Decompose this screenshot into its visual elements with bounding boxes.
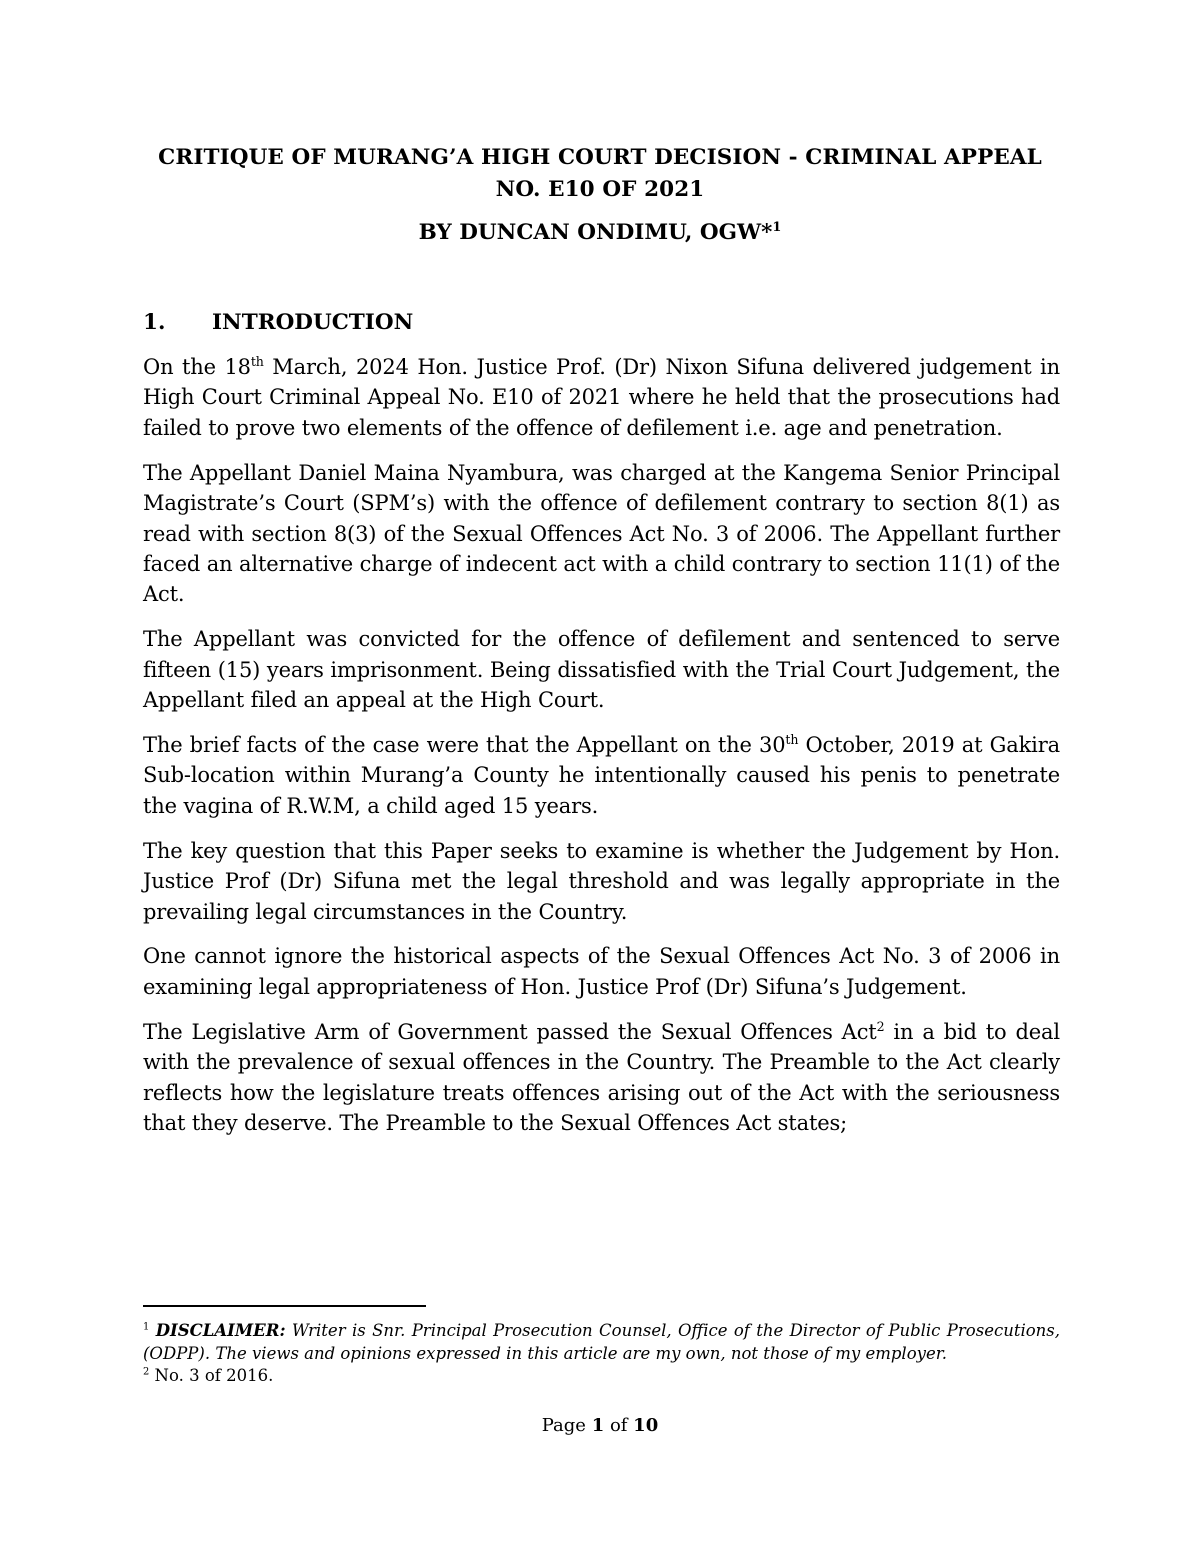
total-pages: 10 xyxy=(633,1415,659,1436)
page-number-footer: Page 1 of 10 xyxy=(541,1415,659,1436)
title-line-2: NO. E10 OF 2021 xyxy=(495,177,705,202)
document-title xyxy=(130,142,1070,206)
section-number: 1. xyxy=(143,310,166,335)
title-line-1: CRITIQUE OF MURANG’A HIGH COURT DECISION - CRIMINAL APPEAL xyxy=(158,145,1042,170)
footnote-label: DISCLAIMER: xyxy=(155,1321,286,1340)
paragraph: On the 18th March, 2024 Hon. Justice Prof. (Dr) Nixon Sifuna delivered judgement in High Court Criminal Appeal No. E10 of 2021 where he held that the prosecutions had failed to prove two elements of the offence of defilement i.e. age and penetration. xyxy=(143,354,1060,440)
footnote-2: $^2$ No. 3 of 2016. xyxy=(143,1366,274,1385)
paragraph: The key question that this Paper seeks to examine is whether the Judgement by Hon. Justice Prof (Dr) Sifuna met the legal threshold and was legally appropriate in the prevailing legal circumstances in the Country. xyxy=(143,838,1060,924)
section-title: INTRODUCTION xyxy=(212,310,414,335)
author-name: BY DUNCAN ONDIMU, OGW* xyxy=(418,220,773,245)
paragraph: One cannot ignore the historical aspects of the Sexual Offences Act No. 3 of 2006 in examining legal appropriateness of Hon. Justice Prof (Dr) Sifuna’s Judgement. xyxy=(143,944,1060,999)
footnote-ref-2[interactable]: 2 xyxy=(876,1018,885,1034)
footnotes xyxy=(143,1320,1060,1388)
footnote-separator xyxy=(143,1305,426,1307)
author-line xyxy=(130,218,1070,248)
section-heading xyxy=(143,308,413,338)
footnote-ref-1[interactable]: 1 xyxy=(772,219,782,235)
paragraph: The brief facts of the case were that the Appellant on the 30th October, 2019 at Gakira Sub-location within Murang’a County he intentionally caused his penis to penetrate the vagina of R.W.M, a child aged 15 years. xyxy=(143,731,1060,818)
body-text xyxy=(143,352,1060,1153)
paragraph: The Legislative Arm of Government passed the Sexual Offences Act$^2$ in a bid to deal with the prevalence of sexual offences in the Country. The Preamble to the Act clearly reflects how the legislature treats offences arising out of the Act with the seriousness that they deserve. The Preamble to the Sexual Offences Act states; xyxy=(143,1018,1060,1135)
paragraph: The Appellant was convicted for the offence of defilement and sentenced to serve fifteen (15) years imprisonment. Being dissatisfied with the Trial Court Judgement, the Appellant filed an appeal at the High Court. xyxy=(143,627,1060,713)
paragraph: The Appellant Daniel Maina Nyambura, was charged at the Kangema Senior Principal Magistrate’s Court (SPM’s) with the offence of defilement contrary to section 8(1) as read with section 8(3) of the Sexual Offences Act No. 3 of 2006. The Appellant further faced an alternative charge of indecent act with a child contrary to section 11(1) of the Act. xyxy=(143,460,1060,607)
current-page: 1 xyxy=(591,1415,605,1436)
footnote-1: $^1$ DISCLAIMER: Writer is Snr. Principal Prosecution Counsel, Office of the Director of Public Prosecutions, (ODPP). The views and opinions expressed in this article are my own, not those of my employer. xyxy=(143,1321,1061,1363)
